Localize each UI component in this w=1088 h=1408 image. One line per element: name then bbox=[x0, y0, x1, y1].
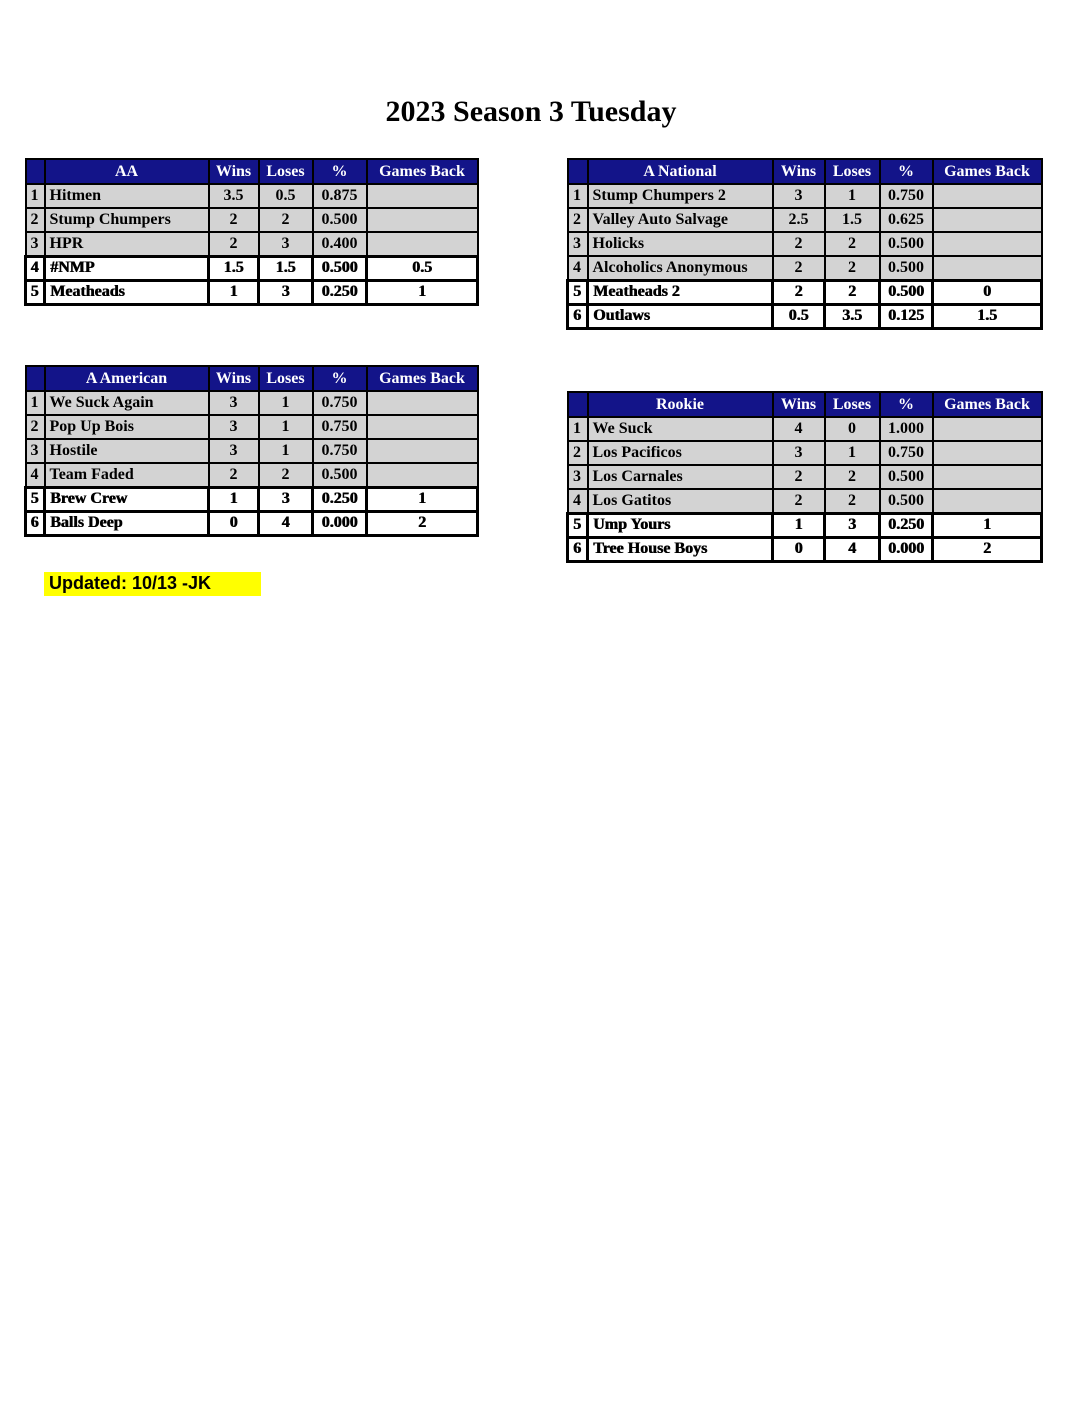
loses-cell: 1 bbox=[259, 415, 313, 439]
col-header-loses: Loses bbox=[259, 366, 313, 391]
pct-cell: 0.500 bbox=[880, 256, 933, 280]
col-header-pct: % bbox=[313, 366, 367, 391]
rank-cell: 1 bbox=[26, 184, 45, 208]
team-name-cell: Outlaws bbox=[588, 304, 773, 328]
pct-cell: 0.500 bbox=[880, 465, 933, 489]
rank-column-header bbox=[26, 159, 45, 184]
games-back-cell: 2 bbox=[933, 537, 1042, 561]
col-header-loses: Loses bbox=[825, 392, 880, 417]
rank-column-header bbox=[26, 366, 45, 391]
wins-cell: 2 bbox=[773, 465, 825, 489]
games-back-cell: 0 bbox=[933, 280, 1042, 304]
games-back-cell: 0.5 bbox=[367, 256, 478, 280]
pct-cell: 0.000 bbox=[313, 511, 367, 535]
loses-cell: 3.5 bbox=[825, 304, 880, 328]
loses-cell: 1.5 bbox=[825, 208, 880, 232]
games-back-cell bbox=[933, 417, 1042, 441]
rank-cell: 3 bbox=[568, 465, 588, 489]
loses-cell: 1 bbox=[259, 439, 313, 463]
team-name-cell: Tree House Boys bbox=[588, 537, 773, 561]
col-header-pct: % bbox=[880, 392, 933, 417]
rank-cell: 6 bbox=[568, 304, 588, 328]
games-back-cell bbox=[367, 208, 478, 232]
rank-column-header bbox=[568, 159, 588, 184]
rank-cell: 1 bbox=[568, 417, 588, 441]
standings-table bbox=[566, 391, 1043, 563]
wins-cell: 2 bbox=[209, 208, 259, 232]
rank-cell: 3 bbox=[568, 232, 588, 256]
games-back-cell bbox=[933, 208, 1042, 232]
wins-cell: 2 bbox=[209, 232, 259, 256]
updated-note: Updated: 10/13 -JK bbox=[44, 572, 261, 596]
loses-cell: 3 bbox=[259, 232, 313, 256]
team-name-cell: Hitmen bbox=[45, 184, 209, 208]
pct-cell: 0.000 bbox=[880, 537, 933, 561]
table-row bbox=[26, 487, 478, 511]
loses-cell: 3 bbox=[259, 280, 313, 304]
games-back-cell bbox=[933, 489, 1042, 513]
games-back-cell bbox=[367, 415, 478, 439]
table-row bbox=[26, 280, 478, 304]
loses-cell: 1 bbox=[825, 184, 880, 208]
table-row bbox=[568, 184, 1042, 208]
pct-cell: 0.500 bbox=[313, 463, 367, 487]
loses-cell: 4 bbox=[825, 537, 880, 561]
games-back-cell bbox=[367, 439, 478, 463]
wins-cell: 3 bbox=[773, 441, 825, 465]
pct-cell: 0.875 bbox=[313, 184, 367, 208]
team-name-cell: Holicks bbox=[588, 232, 773, 256]
rank-cell: 5 bbox=[568, 513, 588, 537]
wins-cell: 3 bbox=[773, 184, 825, 208]
rank-cell: 2 bbox=[568, 208, 588, 232]
wins-cell: 2.5 bbox=[773, 208, 825, 232]
table-row bbox=[568, 304, 1042, 328]
team-name-cell: We Suck Again bbox=[45, 391, 209, 415]
team-name-cell: Meatheads bbox=[45, 280, 209, 304]
loses-cell: 1 bbox=[825, 441, 880, 465]
col-header-games-back: Games Back bbox=[367, 159, 478, 184]
pct-cell: 0.500 bbox=[313, 256, 367, 280]
division-header: A National bbox=[588, 159, 773, 184]
pct-cell: 0.250 bbox=[880, 513, 933, 537]
rank-cell: 4 bbox=[26, 463, 45, 487]
loses-cell: 1 bbox=[259, 391, 313, 415]
team-name-cell: Pop Up Bois bbox=[45, 415, 209, 439]
col-header-wins: Wins bbox=[773, 392, 825, 417]
table-row bbox=[26, 232, 478, 256]
wins-cell: 3 bbox=[209, 439, 259, 463]
table-row bbox=[568, 513, 1042, 537]
rank-cell: 6 bbox=[568, 537, 588, 561]
games-back-cell: 1 bbox=[933, 513, 1042, 537]
rank-cell: 5 bbox=[26, 487, 45, 511]
pct-cell: 0.750 bbox=[880, 441, 933, 465]
table-row bbox=[568, 537, 1042, 561]
wins-cell: 2 bbox=[209, 463, 259, 487]
standings-table-a-american bbox=[24, 365, 479, 537]
rank-cell: 3 bbox=[26, 232, 45, 256]
games-back-cell bbox=[933, 465, 1042, 489]
team-name-cell: Meatheads 2 bbox=[588, 280, 773, 304]
page-title: 2023 Season 3 Tuesday bbox=[385, 95, 677, 128]
wins-cell: 1 bbox=[773, 513, 825, 537]
team-name-cell: Los Pacificos bbox=[588, 441, 773, 465]
team-name-cell: We Suck bbox=[588, 417, 773, 441]
table-row bbox=[26, 184, 478, 208]
loses-cell: 2 bbox=[259, 208, 313, 232]
standings-table bbox=[566, 158, 1043, 330]
team-name-cell: Los Gatitos bbox=[588, 489, 773, 513]
wins-cell: 3 bbox=[209, 391, 259, 415]
table-row bbox=[568, 256, 1042, 280]
division-header: Rookie bbox=[588, 392, 773, 417]
team-name-cell: #NMP bbox=[45, 256, 209, 280]
loses-cell: 3 bbox=[259, 487, 313, 511]
team-name-cell: HPR bbox=[45, 232, 209, 256]
table-row bbox=[568, 441, 1042, 465]
games-back-cell bbox=[367, 232, 478, 256]
col-header-games-back: Games Back bbox=[933, 159, 1042, 184]
games-back-cell: 1 bbox=[367, 280, 478, 304]
header-row bbox=[26, 159, 478, 184]
standings-table bbox=[24, 365, 479, 537]
loses-cell: 2 bbox=[825, 489, 880, 513]
table-row bbox=[568, 208, 1042, 232]
table-row bbox=[26, 439, 478, 463]
pct-cell: 0.125 bbox=[880, 304, 933, 328]
pct-cell: 0.750 bbox=[313, 439, 367, 463]
rank-cell: 5 bbox=[26, 280, 45, 304]
pct-cell: 0.750 bbox=[313, 391, 367, 415]
pct-cell: 0.250 bbox=[313, 280, 367, 304]
wins-cell: 3 bbox=[209, 415, 259, 439]
team-name-cell: Hostile bbox=[45, 439, 209, 463]
pct-cell: 0.750 bbox=[880, 184, 933, 208]
games-back-cell: 1.5 bbox=[933, 304, 1042, 328]
col-header-wins: Wins bbox=[209, 159, 259, 184]
rank-cell: 5 bbox=[568, 280, 588, 304]
games-back-cell bbox=[367, 391, 478, 415]
wins-cell: 2 bbox=[773, 280, 825, 304]
table-row bbox=[26, 391, 478, 415]
pct-cell: 0.750 bbox=[313, 415, 367, 439]
standings-table bbox=[24, 158, 479, 306]
wins-cell: 2 bbox=[773, 232, 825, 256]
loses-cell: 3 bbox=[825, 513, 880, 537]
table-row bbox=[568, 465, 1042, 489]
pct-cell: 0.400 bbox=[313, 232, 367, 256]
wins-cell: 0 bbox=[209, 511, 259, 535]
wins-cell: 1 bbox=[209, 280, 259, 304]
table-row bbox=[26, 463, 478, 487]
rank-cell: 4 bbox=[26, 256, 45, 280]
division-header: AA bbox=[45, 159, 209, 184]
rank-cell: 4 bbox=[568, 489, 588, 513]
team-name-cell: Team Faded bbox=[45, 463, 209, 487]
loses-cell: 1.5 bbox=[259, 256, 313, 280]
rank-cell: 3 bbox=[26, 439, 45, 463]
team-name-cell: Balls Deep bbox=[45, 511, 209, 535]
games-back-cell bbox=[933, 441, 1042, 465]
table-row bbox=[568, 417, 1042, 441]
loses-cell: 2 bbox=[825, 280, 880, 304]
team-name-cell: Brew Crew bbox=[45, 487, 209, 511]
pct-cell: 0.625 bbox=[880, 208, 933, 232]
rank-cell: 1 bbox=[26, 391, 45, 415]
rank-column-header bbox=[568, 392, 588, 417]
header-row bbox=[568, 159, 1042, 184]
pct-cell: 0.250 bbox=[313, 487, 367, 511]
wins-cell: 1 bbox=[209, 487, 259, 511]
table-row bbox=[568, 232, 1042, 256]
rank-cell: 1 bbox=[568, 184, 588, 208]
col-header-loses: Loses bbox=[259, 159, 313, 184]
pct-cell: 1.000 bbox=[880, 417, 933, 441]
games-back-cell: 2 bbox=[367, 511, 478, 535]
loses-cell: 2 bbox=[825, 465, 880, 489]
table-row bbox=[26, 511, 478, 535]
loses-cell: 0.5 bbox=[259, 184, 313, 208]
team-name-cell: Stump Chumpers bbox=[45, 208, 209, 232]
team-name-cell: Stump Chumpers 2 bbox=[588, 184, 773, 208]
loses-cell: 4 bbox=[259, 511, 313, 535]
wins-cell: 3.5 bbox=[209, 184, 259, 208]
division-header: A American bbox=[45, 366, 209, 391]
rank-cell: 2 bbox=[568, 441, 588, 465]
team-name-cell: Ump Yours bbox=[588, 513, 773, 537]
games-back-cell bbox=[933, 184, 1042, 208]
standings-table-aa bbox=[24, 158, 479, 306]
pct-cell: 0.500 bbox=[313, 208, 367, 232]
wins-cell: 2 bbox=[773, 489, 825, 513]
pct-cell: 0.500 bbox=[880, 280, 933, 304]
table-row bbox=[568, 489, 1042, 513]
games-back-cell bbox=[367, 463, 478, 487]
table-row bbox=[568, 280, 1042, 304]
rank-cell: 2 bbox=[26, 208, 45, 232]
wins-cell: 2 bbox=[773, 256, 825, 280]
team-name-cell: Alcoholics Anonymous bbox=[588, 256, 773, 280]
loses-cell: 2 bbox=[825, 232, 880, 256]
loses-cell: 2 bbox=[825, 256, 880, 280]
table-row bbox=[26, 256, 478, 280]
table-row bbox=[26, 208, 478, 232]
wins-cell: 0 bbox=[773, 537, 825, 561]
games-back-cell: 1 bbox=[367, 487, 478, 511]
wins-cell: 1.5 bbox=[209, 256, 259, 280]
standings-table-rookie bbox=[566, 391, 1043, 563]
col-header-games-back: Games Back bbox=[367, 366, 478, 391]
loses-cell: 2 bbox=[259, 463, 313, 487]
loses-cell: 0 bbox=[825, 417, 880, 441]
col-header-wins: Wins bbox=[209, 366, 259, 391]
header-row bbox=[26, 366, 478, 391]
table-row bbox=[26, 415, 478, 439]
col-header-loses: Loses bbox=[825, 159, 880, 184]
games-back-cell bbox=[933, 232, 1042, 256]
col-header-pct: % bbox=[313, 159, 367, 184]
team-name-cell: Valley Auto Salvage bbox=[588, 208, 773, 232]
header-row bbox=[568, 392, 1042, 417]
wins-cell: 0.5 bbox=[773, 304, 825, 328]
wins-cell: 4 bbox=[773, 417, 825, 441]
col-header-pct: % bbox=[880, 159, 933, 184]
rank-cell: 4 bbox=[568, 256, 588, 280]
team-name-cell: Los Carnales bbox=[588, 465, 773, 489]
games-back-cell bbox=[367, 184, 478, 208]
pct-cell: 0.500 bbox=[880, 232, 933, 256]
games-back-cell bbox=[933, 256, 1042, 280]
rank-cell: 2 bbox=[26, 415, 45, 439]
rank-cell: 6 bbox=[26, 511, 45, 535]
col-header-wins: Wins bbox=[773, 159, 825, 184]
standings-table-a-national bbox=[566, 158, 1043, 330]
col-header-games-back: Games Back bbox=[933, 392, 1042, 417]
pct-cell: 0.500 bbox=[880, 489, 933, 513]
